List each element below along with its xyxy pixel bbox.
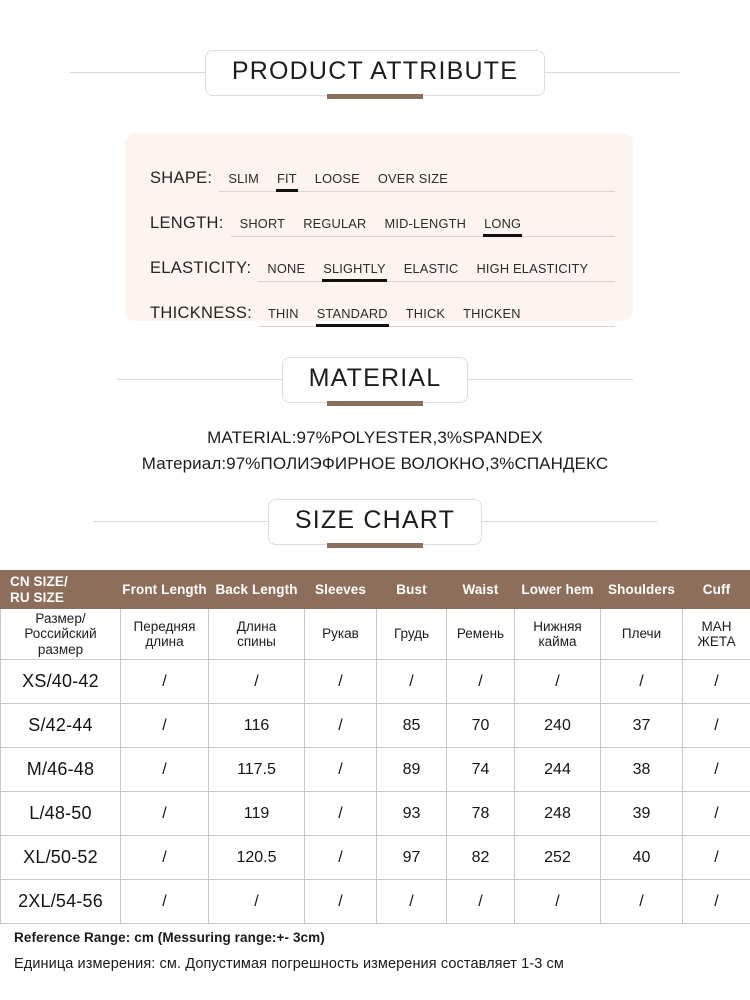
- header-ru-front-length: [121, 609, 209, 660]
- attribute-option-slim[interactable]: SLIM: [228, 171, 259, 186]
- cell-shoulders: 38: [601, 748, 683, 792]
- attribute-label-thickness: THICKNESS:: [150, 304, 253, 322]
- accent-bar: [327, 401, 423, 406]
- cell-shoulders: 39: [601, 792, 683, 836]
- cell-back-length: /: [209, 660, 305, 704]
- cell-shoulders: 40: [601, 836, 683, 880]
- cell-sleeves: /: [305, 836, 377, 880]
- accent-bar: [327, 94, 423, 99]
- cell-cuff: /: [683, 836, 750, 880]
- cell-bust: /: [377, 660, 447, 704]
- cell-front-length: /: [121, 880, 209, 924]
- cell-size: S/42-44: [1, 704, 121, 748]
- attribute-option-fit[interactable]: FIT: [268, 171, 306, 188]
- attribute-option-elastic[interactable]: ELASTIC: [403, 261, 459, 276]
- cell-bust: /: [377, 880, 447, 924]
- header-rule-right: [482, 521, 657, 522]
- attribute-options-length: [231, 216, 615, 237]
- attribute-row-length: [143, 192, 615, 237]
- material-line-english: MATERIAL:97%POLYESTER,3%SPANDEX: [207, 428, 543, 447]
- accent-bar: [327, 543, 423, 548]
- header-shoulders: Shoulders: [601, 571, 683, 609]
- header-rule-right: [468, 379, 633, 380]
- attribute-label-elasticity: ELASTICITY:: [150, 259, 252, 277]
- attribute-row-elasticity: [143, 237, 615, 282]
- cell-lower-hem: 248: [515, 792, 601, 836]
- size-chart-table-wrapper: [0, 570, 750, 924]
- header-ru-size-line2: Российский: [24, 626, 97, 642]
- size-chart-title: SIZE CHART: [294, 506, 456, 534]
- size-chart-table: [0, 570, 750, 924]
- header-lower-hem: Lower hem: [515, 571, 601, 609]
- cell-waist: 82: [447, 836, 515, 880]
- cell-sleeves: /: [305, 704, 377, 748]
- cell-size: XS/40-42: [1, 660, 121, 704]
- attribute-option-thin[interactable]: THIN: [268, 306, 299, 321]
- attribute-row-shape: [143, 147, 615, 192]
- table-header-row-russian: [1, 609, 750, 660]
- header-sleeves: Sleeves: [305, 571, 377, 609]
- measurement-notes: [14, 930, 744, 972]
- cell-lower-hem: /: [515, 880, 601, 924]
- material-title: MATERIAL: [308, 364, 442, 392]
- header-size-line2: RU SIZE: [10, 589, 64, 605]
- attribute-option-thicken[interactable]: THICKEN: [463, 306, 521, 321]
- table-row: [1, 836, 750, 880]
- cell-cuff: /: [683, 660, 750, 704]
- reference-range-english: Reference Range: cm (Messuring range:+- 3cm): [14, 930, 325, 945]
- header-ru-size-line3: размер: [37, 641, 84, 657]
- cell-sleeves: /: [305, 660, 377, 704]
- header-ru-sleeves: Рукав: [305, 609, 377, 660]
- attribute-option-none[interactable]: NONE: [267, 261, 306, 276]
- attribute-option-slightly[interactable]: SLIGHTLY: [314, 261, 395, 278]
- cell-size: 2XL/54-56: [1, 880, 121, 924]
- header-rule-left: [117, 379, 282, 380]
- cell-bust: 93: [377, 792, 447, 836]
- attribute-options-elasticity: [258, 261, 615, 282]
- attribute-option-short[interactable]: SHORT: [239, 216, 286, 231]
- attribute-option-high-elasticity[interactable]: HIGH ELASTICITY: [476, 261, 589, 276]
- cell-bust: 97: [377, 836, 447, 880]
- attribute-row-thickness: [143, 282, 615, 327]
- cell-lower-hem: 252: [515, 836, 601, 880]
- product-attribute-section-header: [0, 50, 750, 96]
- cell-shoulders: /: [601, 660, 683, 704]
- cell-size: L/48-50: [1, 792, 121, 836]
- product-attribute-title: PRODUCT ATTRIBUTE: [231, 57, 519, 85]
- attribute-option-regular[interactable]: REGULAR: [303, 216, 367, 231]
- cell-waist: 74: [447, 748, 515, 792]
- table-row: [1, 704, 750, 748]
- header-size: [1, 571, 121, 609]
- cell-cuff: /: [683, 704, 750, 748]
- cell-cuff: /: [683, 880, 750, 924]
- product-attribute-title-pill: [205, 50, 545, 96]
- header-ru-waist: Ремень: [447, 609, 515, 660]
- cell-sleeves: /: [305, 880, 377, 924]
- material-line-russian: Материал:97%ПОЛИЭФИРНОЕ ВОЛОКНО,3%СПАНДЕКС: [141, 454, 609, 474]
- attribute-option-long[interactable]: LONG: [475, 216, 530, 233]
- table-row: [1, 880, 750, 924]
- attribute-label-shape: SHAPE:: [150, 169, 213, 187]
- table-row: [1, 792, 750, 836]
- header-size-line1: CN SIZE/: [10, 574, 68, 590]
- cell-shoulders: /: [601, 880, 683, 924]
- table-header-row-english: [1, 571, 750, 609]
- cell-bust: 89: [377, 748, 447, 792]
- cell-front-length: /: [121, 792, 209, 836]
- size-chart-section-header: [0, 499, 750, 545]
- table-row: [1, 660, 750, 704]
- cell-shoulders: 37: [601, 704, 683, 748]
- cell-bust: 85: [377, 704, 447, 748]
- header-ru-back-length-line1: Длина: [236, 618, 277, 634]
- header-ru-shoulders: Плечи: [601, 609, 683, 660]
- header-cuff: Cuff: [683, 571, 750, 609]
- header-ru-front-length-line1: Передняя: [133, 618, 196, 634]
- header-rule-left: [93, 521, 268, 522]
- cell-size: M/46-48: [1, 748, 121, 792]
- cell-sleeves: /: [305, 792, 377, 836]
- header-bust: Bust: [377, 571, 447, 609]
- reference-range-russian: Единица измерения: см. Допустимая погрешность измерения составляет 1-3 см: [14, 956, 564, 972]
- cell-size: XL/50-52: [1, 836, 121, 880]
- header-front-length: Front Length: [121, 571, 209, 609]
- material-description: [0, 425, 750, 478]
- header-ru-cuff-line1: МАН: [701, 618, 732, 634]
- attribute-option-loose[interactable]: LOOSE: [314, 171, 360, 186]
- cell-waist: 78: [447, 792, 515, 836]
- header-ru-back-length-line2: спины: [237, 634, 276, 650]
- header-ru-cuff: [683, 609, 750, 660]
- table-row: [1, 748, 750, 792]
- header-ru-bust: Грудь: [377, 609, 447, 660]
- cell-lower-hem: /: [515, 660, 601, 704]
- attribute-option-mid-length[interactable]: MID-LENGTH: [384, 216, 467, 231]
- cell-cuff: /: [683, 748, 750, 792]
- header-ru-lower-hem-line2: кайма: [538, 634, 577, 650]
- cell-front-length: /: [121, 704, 209, 748]
- cell-lower-hem: 240: [515, 704, 601, 748]
- cell-back-length: /: [209, 880, 305, 924]
- header-ru-size-line1: Размер/: [35, 611, 86, 626]
- cell-waist: /: [447, 660, 515, 704]
- size-chart-table-body: [1, 660, 750, 924]
- header-rule-right: [545, 72, 680, 73]
- attribute-option-thick[interactable]: THICK: [405, 306, 446, 321]
- header-waist: Waist: [447, 571, 515, 609]
- cell-lower-hem: 244: [515, 748, 601, 792]
- header-ru-size: [1, 609, 121, 660]
- header-ru-lower-hem: [515, 609, 601, 660]
- attribute-options-shape: [219, 171, 615, 192]
- cell-waist: /: [447, 880, 515, 924]
- product-attribute-box: [125, 133, 633, 321]
- header-ru-lower-hem-line1: Нижняя: [533, 618, 582, 634]
- attribute-option-over-size[interactable]: OVER SIZE: [377, 171, 448, 186]
- material-section-header: [0, 357, 750, 403]
- header-ru-back-length: [209, 609, 305, 660]
- cell-back-length: 117.5: [209, 748, 305, 792]
- cell-back-length: 116: [209, 704, 305, 748]
- cell-front-length: /: [121, 748, 209, 792]
- cell-waist: 70: [447, 704, 515, 748]
- cell-back-length: 120.5: [209, 836, 305, 880]
- cell-front-length: /: [121, 836, 209, 880]
- attribute-options-thickness: [259, 306, 615, 327]
- header-ru-front-length-line2: длина: [145, 634, 184, 650]
- cell-back-length: 119: [209, 792, 305, 836]
- attribute-option-standard[interactable]: STANDARD: [308, 306, 397, 323]
- cell-front-length: /: [121, 660, 209, 704]
- header-back-length: Back Length: [209, 571, 305, 609]
- cell-sleeves: /: [305, 748, 377, 792]
- attribute-label-length: LENGTH:: [150, 214, 224, 232]
- header-rule-left: [70, 72, 205, 73]
- header-ru-cuff-line2: ЖЕТА: [697, 634, 736, 650]
- size-chart-title-pill: [268, 499, 482, 545]
- material-title-pill: [282, 357, 469, 403]
- cell-cuff: /: [683, 792, 750, 836]
